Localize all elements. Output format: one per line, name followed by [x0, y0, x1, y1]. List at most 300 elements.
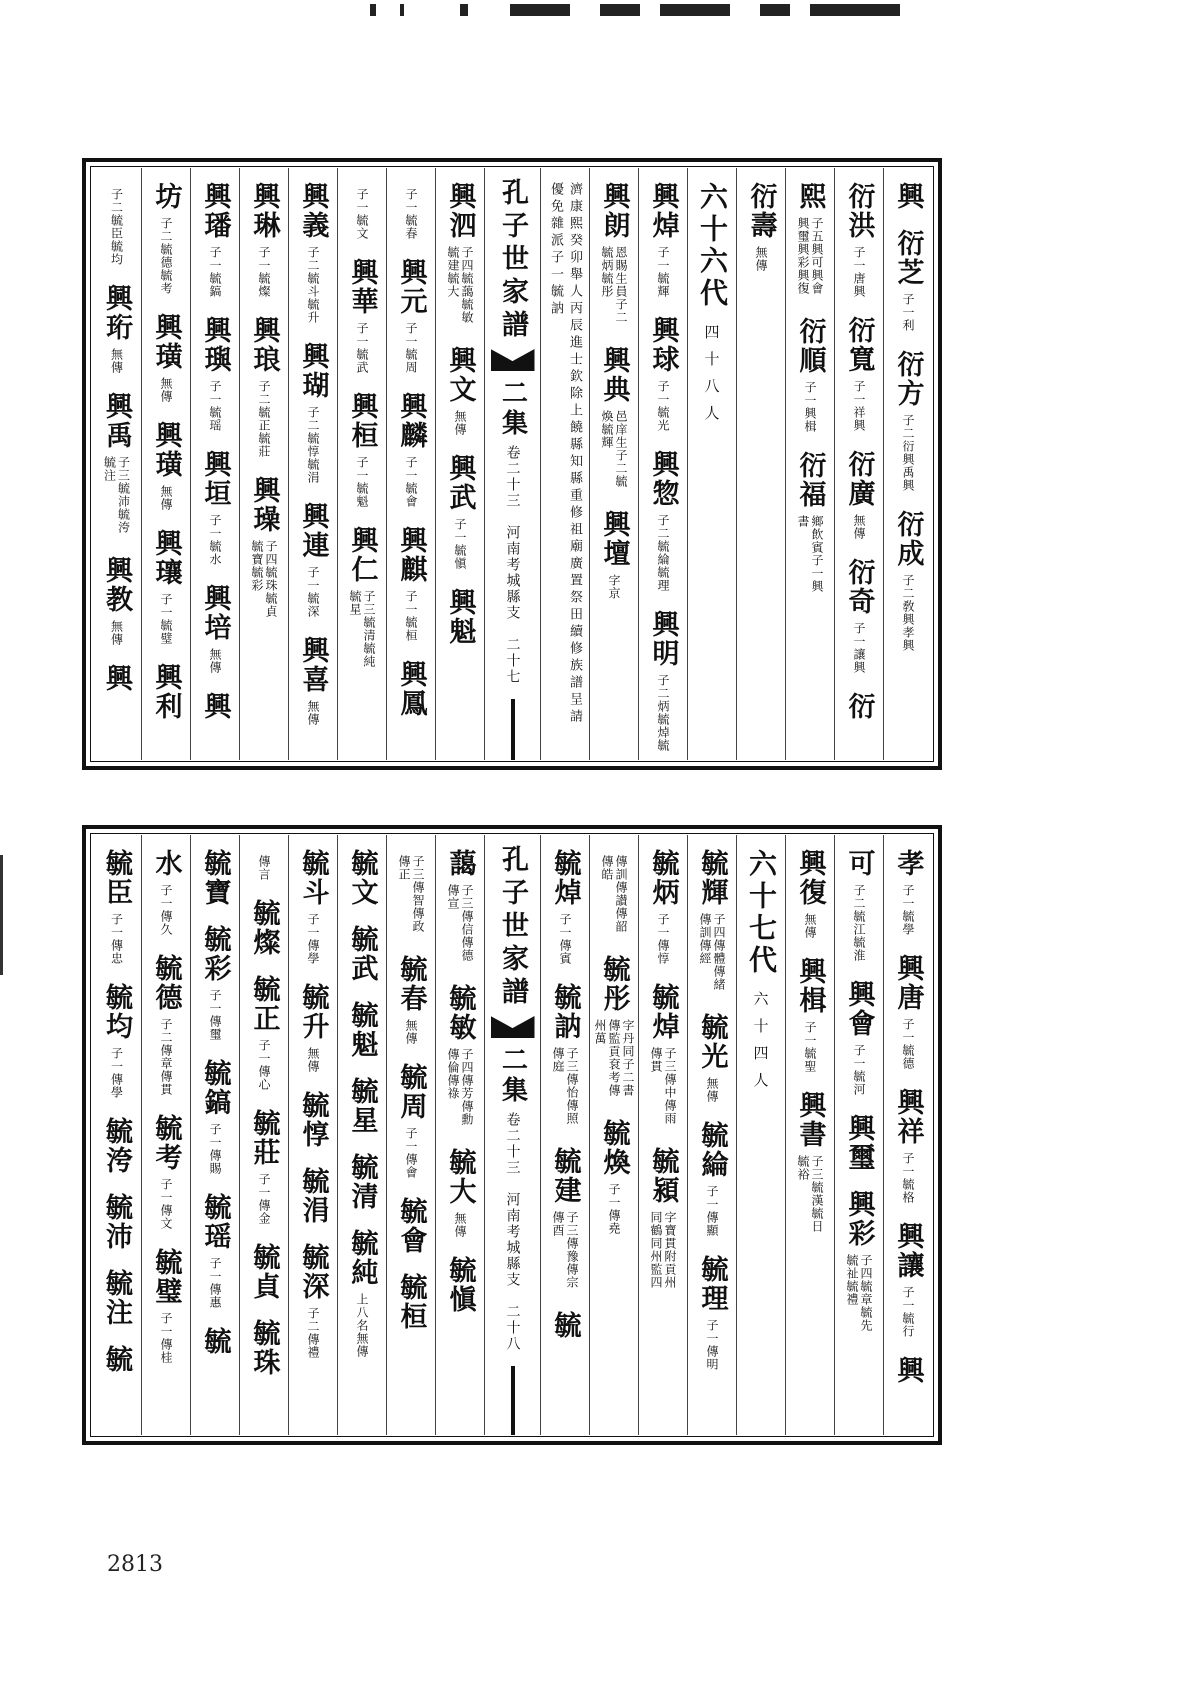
genealogy-entry: [696, 1013, 728, 1103]
person-name: 毓彩: [199, 925, 231, 983]
lineage-note: 子一毓行: [901, 1286, 915, 1338]
genealogy-entry: [346, 258, 378, 374]
genealogy-entry: [297, 636, 329, 726]
lineage-note: 子二毓江毓淮: [852, 884, 866, 962]
person-name: 興書: [794, 1091, 826, 1149]
lineage-note: 字京: [607, 574, 621, 600]
genealogy-column: [288, 835, 337, 1435]
genealogy-entry: [647, 610, 679, 752]
lineage-note: 子一唐興: [852, 246, 866, 298]
genealogy-column: [435, 835, 484, 1435]
person-name: 興: [199, 692, 231, 721]
genealogy-column: [834, 168, 883, 760]
person-name: 毓瑶: [199, 1193, 231, 1251]
genealogy-entry: [103, 664, 130, 693]
person-name: 毓春: [395, 955, 427, 1013]
genealogy-entry: [551, 1147, 579, 1293]
genealogy-entry: [649, 983, 677, 1129]
lineage-note: 子一傳桂: [159, 1312, 173, 1364]
lineage-note: 子一毓學: [901, 884, 915, 936]
lineage-note: 無傳: [306, 700, 320, 726]
genealogy-entry: [892, 229, 924, 332]
person-name: 興朗: [598, 182, 630, 240]
genealogy-entry: [346, 1229, 378, 1358]
genealogy-entry: [250, 476, 278, 622]
center-title-column: [484, 835, 540, 1435]
genealogy-entry: [103, 1269, 130, 1327]
genealogy-entry: [150, 849, 182, 936]
lineage-note: 子一傳金: [257, 1173, 271, 1225]
generation-count: 四十八人: [702, 324, 721, 432]
genealogy-entry: [446, 849, 474, 966]
person-name: 興惣: [647, 450, 679, 508]
genealogy-entry: [397, 849, 425, 937]
lineage-note: 子一傳心: [257, 1039, 271, 1091]
lineage-note: 子二毓惇毓涓: [306, 406, 320, 484]
lineage-note: 子三傳信傳德傳宣: [446, 884, 474, 962]
genealogy-entry: [297, 1167, 329, 1225]
person-name: 興楫: [794, 957, 826, 1015]
person-name: 可: [843, 849, 875, 878]
person-name: 毓焯: [549, 849, 581, 907]
lineage-note: 子一毓輝: [656, 246, 670, 298]
genealogy-entry: [395, 660, 427, 718]
lineage-note: 子一傳堯: [607, 1183, 621, 1235]
person-name: 興麒: [395, 526, 427, 584]
chapter-label: 卷二十三 河南考城縣支 二十七: [504, 445, 521, 685]
person-name: 興魁: [444, 588, 476, 646]
genealogy-entry: [346, 1153, 378, 1211]
genealogy-entry: [395, 955, 427, 1045]
person-name: 興璠: [199, 182, 231, 240]
genealogy-entry: [444, 346, 476, 436]
person-name: 興培: [199, 584, 231, 642]
person-name: 衍廣: [843, 450, 875, 508]
lineage-note: 子一傳賜: [208, 1123, 222, 1175]
genealogy-column: [386, 835, 435, 1435]
genealogy-column: [540, 835, 589, 1435]
genealogy-entry: [843, 692, 875, 721]
person-name: 衍壽: [745, 182, 777, 240]
person-name: 衍奇: [843, 558, 875, 616]
person-name: 興琅: [248, 316, 280, 374]
lineage-note: 無傳: [705, 1077, 719, 1103]
lineage-note: 子一毓愼: [453, 518, 467, 570]
lineage-note: 無傳: [306, 1047, 320, 1073]
person-name: 興璽: [843, 1114, 875, 1172]
person-name: 毓考: [150, 1114, 182, 1172]
collection-label: 二集: [497, 379, 528, 439]
lineage-note: 子一毓格: [901, 1152, 915, 1204]
person-name: 興瓖: [150, 529, 182, 587]
person-name: 衍順: [794, 317, 826, 375]
genealogy-entry: [248, 899, 280, 957]
genealogy-entry: [150, 1248, 182, 1364]
genealogy-entry: [199, 316, 231, 432]
genealogy-entry: [796, 182, 824, 299]
lineage-note: 子一毓文: [355, 188, 369, 240]
lineage-note: 子四傳芳傳勳傳倫傳祿: [446, 1048, 474, 1126]
genealogy-entry: [794, 957, 826, 1073]
genealogy-entry: [346, 925, 378, 983]
genealogy-entry: [796, 451, 824, 597]
lineage-note: 子一祥興: [852, 380, 866, 432]
generation-heading: 六十七代: [745, 849, 778, 977]
lineage-note: 子一毓鎬: [208, 246, 222, 298]
genealogy-entry: [150, 529, 182, 645]
person-name: 毓周: [395, 1063, 427, 1121]
person-name: 毓文: [346, 849, 378, 907]
genealogy-entry: [649, 1147, 677, 1293]
center-title: 孔子世家譜: [497, 845, 528, 1010]
person-name: 衍洪: [843, 182, 875, 240]
lineage-note: 子一毓桓: [404, 590, 418, 642]
person-name: 毓臣: [101, 849, 132, 907]
lineage-note: 無傳: [453, 410, 467, 436]
genealogy-entry: [600, 849, 628, 937]
person-name: 興鳳: [395, 660, 427, 718]
person-name: 毓清: [346, 1153, 378, 1211]
person-name: 毓: [549, 1311, 581, 1340]
genealogy-entry: [297, 342, 329, 484]
genealogy-column: [92, 168, 141, 760]
person-name: 毓焯: [647, 983, 679, 1041]
lineage-note: 子一傳學: [109, 1047, 124, 1099]
person-name: 毓理: [696, 1255, 728, 1313]
genealogy-panel-top: [82, 158, 942, 770]
genealogy-entry: [150, 182, 182, 295]
genealogy-entry: [297, 182, 329, 324]
person-name: 坊: [150, 182, 182, 211]
person-name: 毓: [101, 1345, 132, 1374]
person-name: 興文: [444, 346, 476, 404]
genealogy-column: [687, 168, 736, 760]
person-name: 毓炳: [647, 849, 679, 907]
genealogy-column: [736, 835, 785, 1435]
genealogy-entry: [150, 954, 182, 1096]
genealogy-column: [141, 835, 190, 1435]
lineage-note: 子三傳怡傳照傳庭: [551, 1047, 579, 1125]
genealogy-entry: [549, 1311, 581, 1340]
genealogy-entry: [103, 392, 131, 538]
person-name: 毓建: [549, 1147, 581, 1205]
lineage-note: 子二傳章傳貫: [159, 1018, 173, 1096]
lineage-note: 子四毓珠毓貞毓寶毓彩: [250, 540, 278, 618]
genealogy-column: [435, 168, 484, 760]
lineage-note: 子一毓瑶: [208, 380, 222, 432]
generation-count: 六十四人: [751, 991, 770, 1099]
genealogy-column: [190, 835, 239, 1435]
genealogy-entry: [346, 849, 378, 907]
center-title: 孔子世家譜: [497, 178, 528, 343]
person-name: 毓煥: [598, 1119, 630, 1177]
genealogy-column: [92, 835, 141, 1435]
genealogy-entry: [103, 1345, 130, 1374]
lineage-note: 子二炳毓焯毓: [656, 674, 670, 752]
lineage-note: 無傳: [404, 1019, 418, 1045]
lineage-note: 子一毓深: [306, 566, 320, 618]
genealogy-entry: [297, 849, 329, 965]
person-name: 毓正: [248, 975, 280, 1033]
genealogy-entry: [199, 182, 231, 298]
genealogy-column: [638, 168, 687, 760]
biography-text: 濟康熙癸卯舉人丙辰進士欽除上饒縣知縣重修祖廟廣置祭田續修族譜呈請優免雜派子一毓訥: [548, 182, 582, 726]
genealogy-entry: [395, 392, 427, 508]
genealogy-entry: [150, 421, 182, 511]
person-name: 毓彤: [598, 955, 630, 1013]
genealogy-column: [883, 168, 932, 760]
genealogy-entry: [794, 317, 826, 433]
lineage-note: 子三毓清毓純毓星: [348, 590, 376, 668]
person-name: 毓大: [444, 1148, 476, 1206]
lineage-note: 子二毓臣毓均: [109, 188, 124, 266]
genealogy-entry: [892, 954, 924, 1070]
genealogy-entry: [892, 1222, 924, 1338]
person-name: 毓愼: [444, 1256, 476, 1314]
genealogy-entry: [551, 983, 579, 1129]
lineage-note: 子二衍興禹興: [901, 414, 915, 492]
person-name: 衍寬: [843, 316, 875, 374]
lineage-note: 子一毓光: [656, 380, 670, 432]
lineage-note: 子二敎興孝興: [901, 574, 915, 652]
genealogy-entry: [696, 1255, 728, 1371]
lineage-note: 無傳: [453, 1212, 467, 1238]
genealogy-entry: [892, 1088, 924, 1204]
person-name: 興焯: [647, 182, 679, 240]
lineage-note: 子二毓斗毓升: [306, 246, 320, 324]
lineage-note: 子一傳明: [705, 1319, 719, 1371]
genealogy-entry: [348, 526, 376, 672]
person-name: 興典: [598, 346, 630, 404]
person-name: 興: [892, 182, 924, 211]
genealogy-entry: [346, 392, 378, 508]
person-name: 興讓: [892, 1222, 924, 1280]
person-name: 毓升: [297, 983, 329, 1041]
person-name: 毓斗: [297, 849, 329, 907]
person-name: 興璜: [150, 421, 182, 479]
lineage-note: 鄉飲賓子一興書: [796, 515, 824, 593]
genealogy-entry: [297, 1091, 329, 1149]
lineage-note: 子一傳文: [159, 1178, 173, 1230]
person-name: 毓莊: [248, 1109, 280, 1167]
person-name: 藹: [444, 849, 476, 878]
genealogy-entry: [199, 1059, 231, 1175]
lineage-note: 子五興可興會興璽興彩興復: [796, 217, 824, 295]
genealogy-entry: [248, 975, 280, 1091]
lineage-note: 恩賜生員子二毓炳毓彤: [600, 246, 628, 324]
person-name: 衍成: [892, 510, 924, 568]
genealogy-column: [141, 168, 190, 760]
genealogy-entry: [103, 284, 130, 374]
person-name: 衍: [843, 692, 875, 721]
lineage-note: 子一毓春: [404, 188, 418, 240]
lineage-note: 傳訓傳讃傳韶傳皓: [600, 855, 628, 933]
lineage-note: 子一毓魁: [355, 456, 369, 508]
person-name: 毓沛: [101, 1193, 132, 1251]
person-name: 興連: [297, 502, 329, 560]
genealogy-entry: [745, 182, 777, 272]
fishtail-mark: [491, 349, 535, 371]
genealogy-entry: [199, 925, 231, 1041]
person-name: 興璪: [248, 476, 280, 534]
genealogy-entry: [444, 1256, 476, 1314]
person-name: 興義: [297, 182, 329, 240]
genealogy-entry: [395, 526, 427, 642]
genealogy-entry: [150, 313, 182, 403]
genealogy-entry: [248, 182, 280, 298]
person-name: 毓惇: [297, 1091, 329, 1149]
lineage-note: 子三傳智傳政傳正: [397, 855, 425, 933]
genealogy-entry: [346, 1001, 378, 1059]
genealogy-entry: [647, 450, 679, 592]
lineage-note: 子二毓綸毓理: [656, 514, 670, 592]
genealogy-entry: [248, 1109, 280, 1225]
lineage-note: 子一毓武: [355, 322, 369, 374]
genealogy-column: [638, 835, 687, 1435]
genealogy-entry: [698, 849, 726, 995]
lineage-note: 子一毓德: [901, 1018, 915, 1070]
person-name: 熙: [794, 182, 826, 211]
genealogy-entry: [598, 1119, 630, 1235]
person-name: 毓璧: [150, 1248, 182, 1306]
lineage-note: 傳言: [257, 855, 271, 881]
genealogy-column: [337, 835, 386, 1435]
genealogy-entry: [199, 1193, 231, 1309]
person-name: 興泗: [444, 182, 476, 240]
scan-edge-mark: [0, 855, 3, 975]
person-name: 興華: [346, 258, 378, 316]
person-name: 興會: [843, 980, 875, 1038]
generation-heading: 六十六代: [696, 182, 729, 310]
genealogy-entry: [103, 556, 130, 646]
lineage-note: 子二毓正毓莊: [257, 380, 271, 458]
panel-columns: [92, 835, 932, 1435]
genealogy-entry: [257, 849, 271, 881]
genealogy-entry: [444, 454, 476, 570]
person-name: 衍方: [892, 350, 924, 408]
genealogy-entry: [843, 450, 875, 540]
top-page-fragment: [360, 0, 930, 18]
genealogy-entry: [395, 258, 427, 374]
person-name: 毓洿: [101, 1117, 132, 1175]
person-name: 毓燦: [248, 899, 280, 957]
person-name: 興唐: [892, 954, 924, 1012]
lineage-note: 無傳: [852, 514, 866, 540]
person-name: 毓均: [101, 983, 132, 1041]
person-name: 毓德: [150, 954, 182, 1012]
genealogy-entry: [843, 558, 875, 674]
lineage-note: 子一傳賓: [558, 913, 572, 965]
person-name: 毓魁: [346, 1001, 378, 1059]
genealogy-entry: [199, 692, 231, 721]
lineage-note: 子一毓聖: [803, 1021, 817, 1073]
person-name: 毓光: [696, 1013, 728, 1071]
person-name: 興明: [647, 610, 679, 668]
genealogy-entry: [444, 1148, 476, 1238]
lineage-note: 無傳: [109, 620, 124, 646]
genealogy-entry: [647, 182, 679, 298]
genealogy-entry: [248, 1243, 280, 1301]
person-name: 毓輝: [696, 849, 728, 907]
person-name: 興麟: [395, 392, 427, 450]
lineage-note: 無傳: [803, 913, 817, 939]
genealogy-entry: [598, 510, 630, 600]
genealogy-entry: [647, 316, 679, 432]
center-title-column: [484, 168, 540, 760]
genealogy-entry: [248, 316, 280, 458]
lineage-note: 無傳: [208, 648, 222, 674]
person-name: 興元: [395, 258, 427, 316]
genealogy-column: [736, 168, 785, 760]
person-name: 毓武: [346, 925, 378, 983]
genealogy-entry: [647, 849, 679, 965]
genealogy-entry: [297, 983, 329, 1073]
genealogy-column: [883, 835, 932, 1435]
genealogy-entry: [110, 182, 124, 266]
lineage-note: 子一讓興: [852, 622, 866, 674]
lineage-note: 子一興楫: [803, 381, 817, 433]
genealogy-entry: [696, 1121, 728, 1237]
person-name: 毓星: [346, 1077, 378, 1135]
lineage-note: 子三毓漢毓日毓裕: [796, 1155, 824, 1233]
person-name: 興垣: [199, 450, 231, 508]
genealogy-entry: [892, 182, 924, 211]
genealogy-entry: [843, 182, 875, 298]
person-name: 毓桓: [395, 1273, 427, 1331]
genealogy-entry: [845, 1190, 873, 1336]
person-name: 興瑚: [297, 342, 329, 400]
collection-label: 二集: [497, 1046, 528, 1106]
genealogy-column: [834, 835, 883, 1435]
person-name: 水: [150, 849, 182, 878]
lineage-note: 子一傳璽: [208, 989, 222, 1041]
person-name: 衍芝: [892, 229, 924, 287]
lineage-note: 無傳: [159, 377, 173, 403]
genealogy-column: [239, 835, 288, 1435]
lineage-note: 子一傳久: [159, 884, 173, 936]
lineage-note: 子一毓河: [852, 1044, 866, 1096]
lineage-note: 子三傳中傳雨傳貫: [649, 1047, 677, 1125]
lineage-note: 子一傳忠: [109, 913, 124, 965]
person-name: 毓敏: [444, 984, 476, 1042]
genealogy-entry: [593, 955, 635, 1101]
genealogy-column: [785, 835, 834, 1435]
genealogy-entry: [103, 1193, 130, 1251]
genealogy-entry: [843, 980, 875, 1096]
person-name: 興禹: [101, 392, 132, 450]
person-name: 興璵: [199, 316, 231, 374]
lineage-note: 子二毓德毓考: [159, 217, 173, 295]
chapter-label: 卷二十三 河南考城縣支 二十八: [504, 1112, 521, 1352]
person-name: 毓涓: [297, 1167, 329, 1225]
person-name: 興復: [794, 849, 826, 907]
genealogy-column: [288, 168, 337, 760]
lineage-note: 子一傳學: [306, 913, 320, 965]
person-name: 興仁: [346, 526, 378, 584]
person-name: 衍福: [794, 451, 826, 509]
lineage-note: 無傳: [754, 246, 768, 272]
genealogy-entry: [355, 182, 369, 240]
person-name: 孝: [892, 849, 924, 878]
genealogy-entry: [395, 1063, 427, 1179]
genealogy-entry: [103, 983, 130, 1099]
genealogy-entry: [892, 510, 924, 652]
genealogy-column: [190, 168, 239, 760]
person-name: 毓純: [346, 1229, 378, 1287]
genealogy-entry: [199, 1327, 231, 1356]
lineage-note: 子一毓水: [208, 514, 222, 566]
person-name: 興珩: [101, 284, 132, 342]
